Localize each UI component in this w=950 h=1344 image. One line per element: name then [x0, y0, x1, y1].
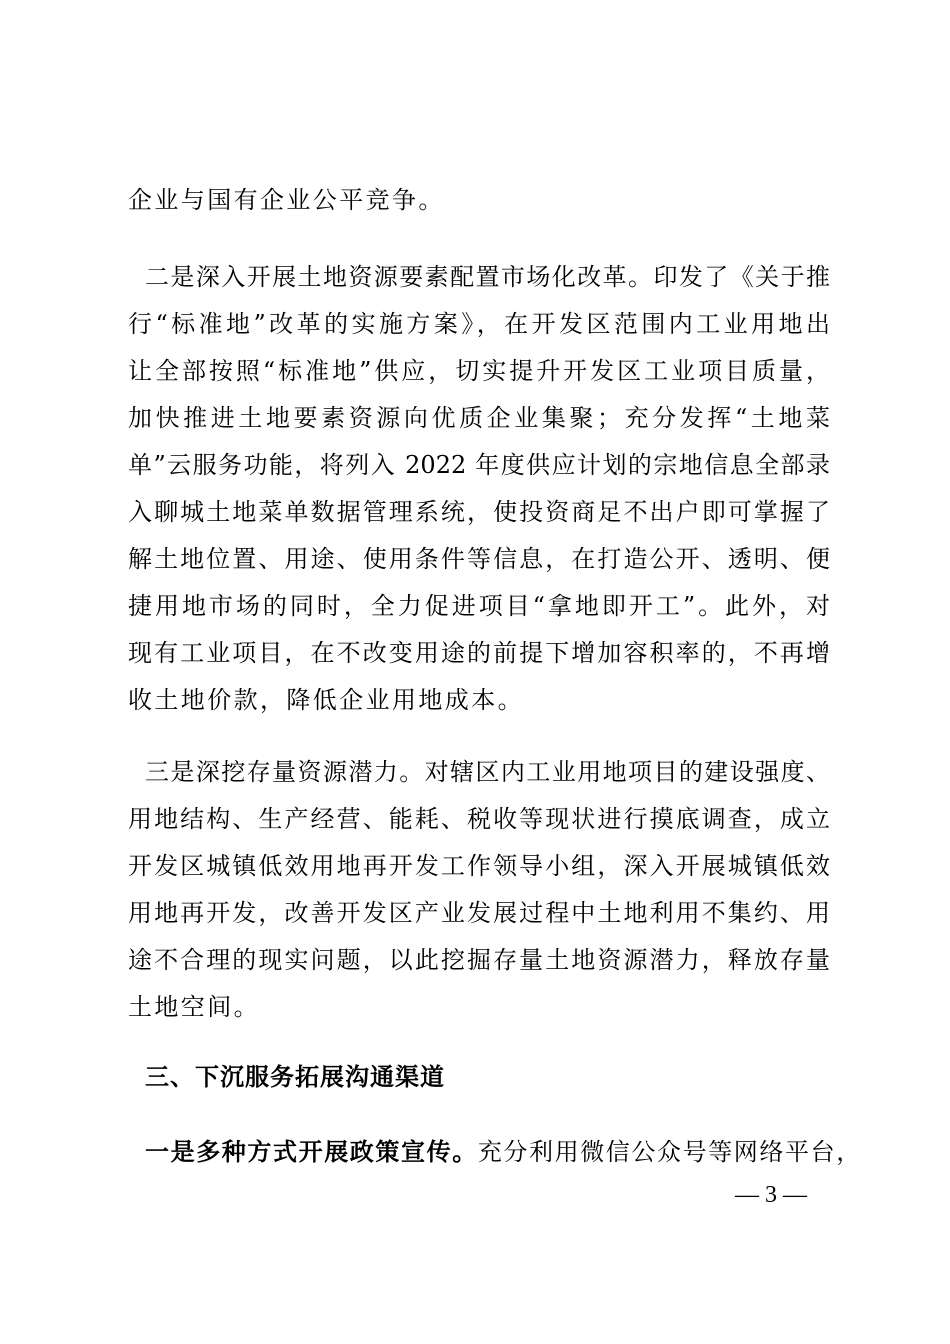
- paragraph-line: 用地再开发，改善开发区产业发展过程中土地利用不集约、用: [128, 899, 830, 927]
- section-heading: 三、下沉服务拓展沟通渠道: [145, 1063, 445, 1091]
- paragraph-text: 充分利用微信公众号等网络平台，: [477, 1138, 862, 1166]
- paragraph-line: 入聊城土地菜单数据管理系统，使投资商足不出户即可掌握了: [128, 498, 830, 526]
- paragraph-line: 加快推进土地要素资源向优质企业集聚；充分发挥“土地菜: [128, 404, 830, 432]
- page-number: — 3 —: [735, 1182, 807, 1208]
- paragraph-line: 收土地价款，降低企业用地成本。: [128, 686, 524, 714]
- paragraph-line: 单”云服务功能，将列入 2022 年度供应计划的宗地信息全部录: [128, 451, 830, 479]
- paragraph-line: 用地结构、生产经营、能耗、税收等现状进行摸底调查，成立: [128, 805, 830, 833]
- paragraph-line: 让全部按照“标准地”供应，切实提升开发区工业项目质量，: [128, 357, 830, 385]
- paragraph-line: 解土地位置、用途、使用条件等信息，在打造公开、透明、便: [128, 545, 830, 573]
- paragraph-line: 企业与国有企业公平竞争。: [128, 186, 445, 214]
- paragraph-line: 二是深入开展土地资源要素配置市场化改革。印发了《关于推: [145, 263, 830, 291]
- paragraph-line: 捷用地市场的同时，全力促进项目“拿地即开工”。此外，对: [128, 592, 830, 620]
- paragraph-line: 土地空间。: [128, 993, 260, 1021]
- paragraph-line: 途不合理的现实问题，以此挖掘存量土地资源潜力，释放存量: [128, 946, 830, 974]
- paragraph-line: 三是深挖存量资源潜力。对辖区内工业用地项目的建设强度、: [145, 758, 830, 786]
- paragraph-line: 现有工业项目，在不改变用途的前提下增加容积率的，不再增: [128, 639, 830, 667]
- paragraph-line: 行“标准地”改革的实施方案》，在开发区范围内工业用地出: [128, 310, 830, 338]
- bold-lead-text: 一是多种方式开展政策宣传。: [145, 1138, 478, 1166]
- paragraph-line: [145, 1137, 862, 1167]
- paragraph-line: 开发区城镇低效用地再开发工作领导小组，深入开展城镇低效: [128, 852, 830, 880]
